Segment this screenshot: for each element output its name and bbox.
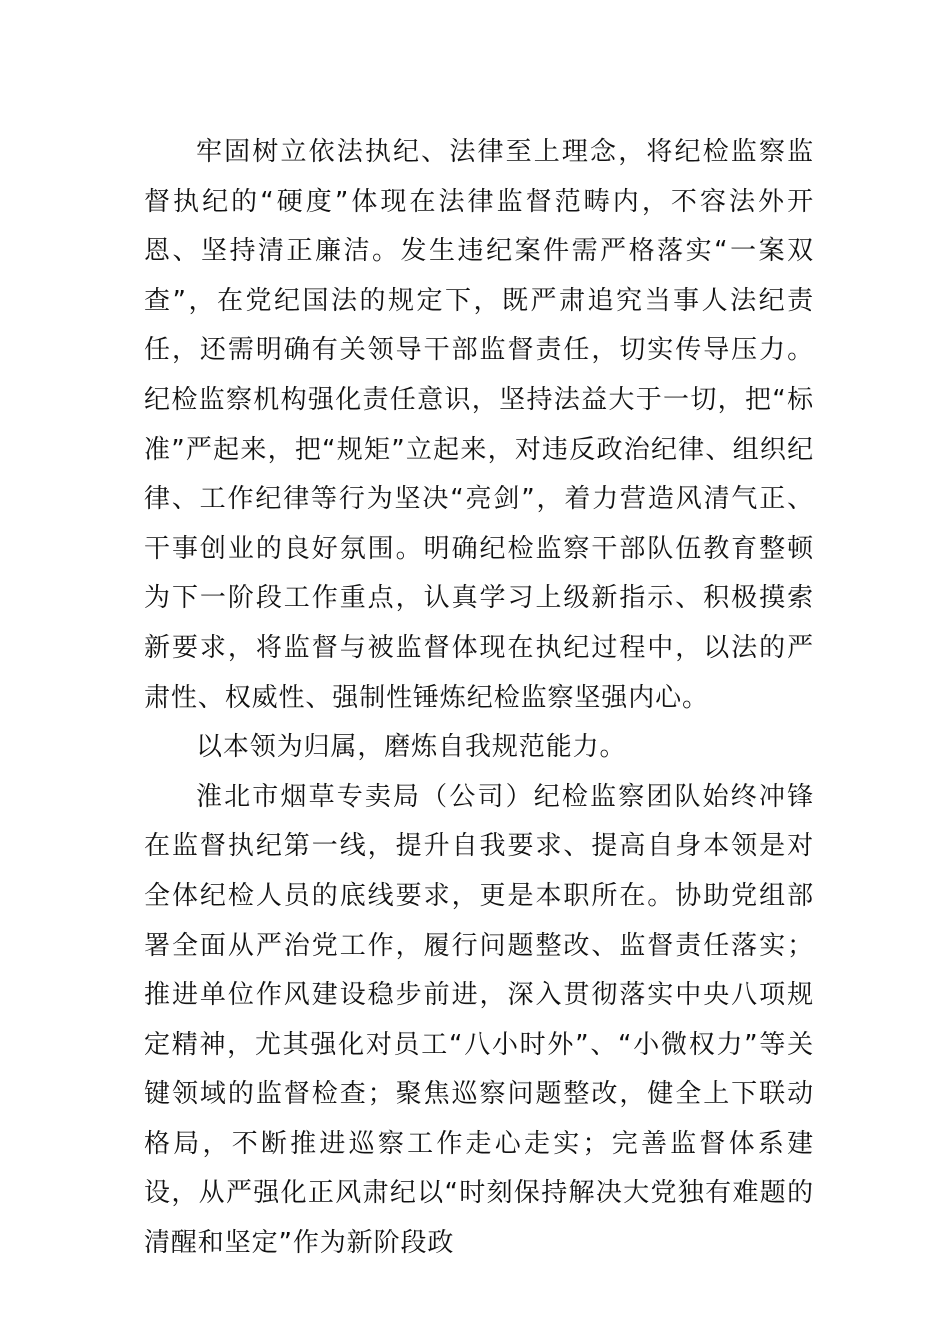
paragraph-huaibei-team: 淮北市烟草专卖局（公司）纪检监察团队始终冲锋在监督执纪第一线，提升自我要求、提高自身本领是对全体纪检人员的底线要求，更是本职所在。协助党组部署全面从严治党工作，履行问题整改、监督责任落实；推进单位作风建设稳步前进，深入贯彻落实中央八项规定精神，尤其强化对员工“八小时外”、“小微权力”等关键领域的监督检查；聚焦巡察问题整改，健全上下联动格局，不断推进巡察工作走心走实；完善监督体系建设，从严强化正风肃纪以“时刻保持解决大党独有难题的清醒和坚定”作为新阶段政 (144, 781, 814, 1259)
paragraph-section-heading: 以本领为归属，磨炼自我规范能力。 (196, 732, 627, 763)
document-body (144, 128, 814, 1269)
paragraph-rule-of-law: 牢固树立依法执纪、法律至上理念，将纪检监察监督执纪的“硬度”体现在法律监督范畴内，不容法外开恩、坚持清正廉洁。发生违纪案件需严格落实“一案双查”，在党纪国法的规定下，既严肃追究当事人法纪责任，还需明确有关领导干部监督责任，切实传导压力。纪检监察机构强化责任意识，坚持法益大于一切，把“标准”严起来，把“规矩”立起来，对违反政治纪律、组织纪律、工作纪律等行为坚决“亮剑”，着力营造风清气正、干事创业的良好氛围。明确纪检监察干部队伍教育整顿为下一阶段工作重点，认真学习上级新指示、积极摸索新要求，将监督与被监督体现在执纪过程中，以法的严肃性、权威性、强制性锤炼纪检监察坚强内心。 (144, 137, 814, 713)
